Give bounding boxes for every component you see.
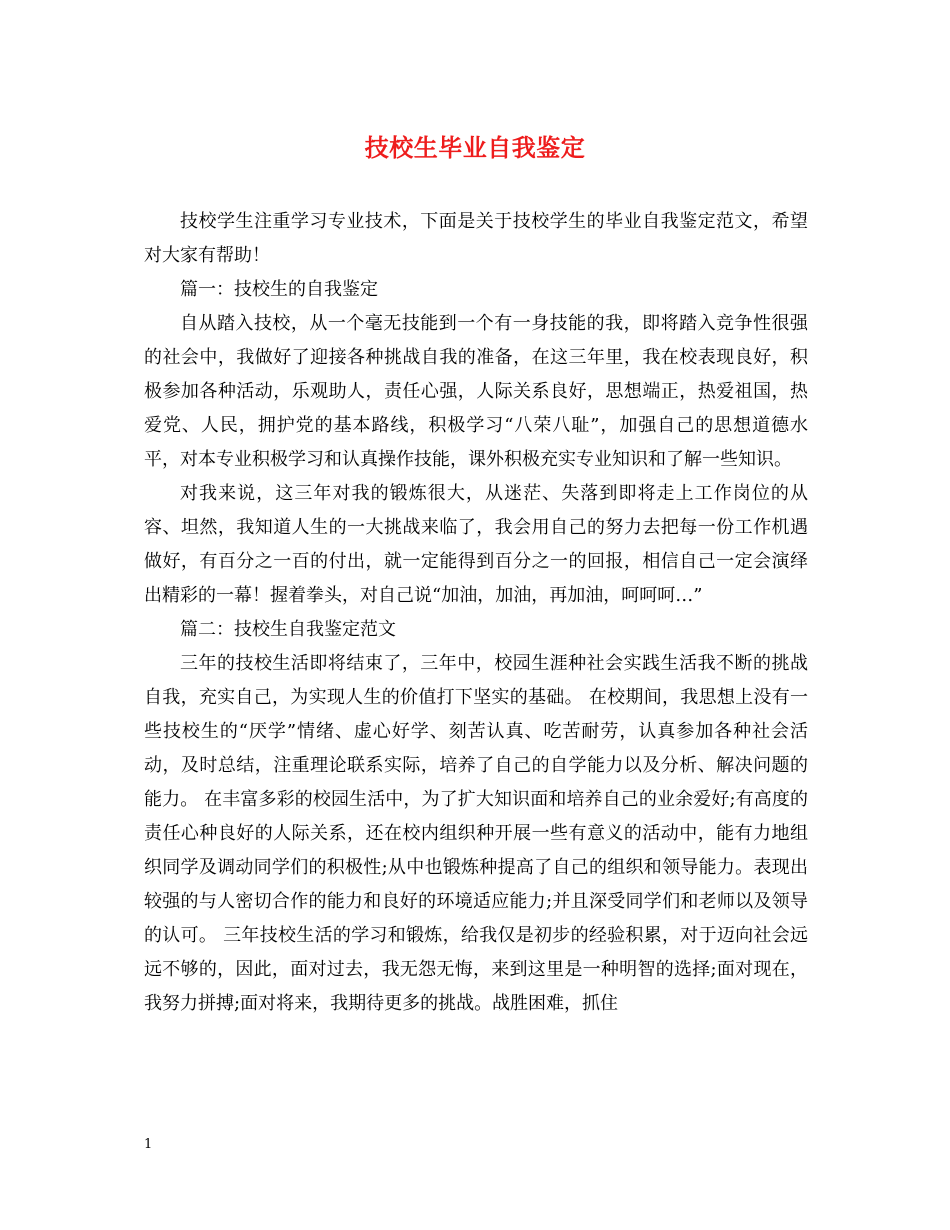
section-heading-2: 篇二：技校生自我鉴定范文: [180, 619, 396, 640]
section-heading-1: 篇一：技校生的自我鉴定: [180, 279, 378, 300]
body-paragraph: 自从踏入技校，从一个毫无技能到一个有一身技能的我，即将踏入竞争性很强的社会中，我做好了迎接各种挑战自我的准备，在这三年里，我在校表现良好，积极参加各种活动，乐观助人，责任心强，人际关系良好，思想端正，热爱祖国，热爱党、人民，拥护党的基本路线，积极学习“八荣八耻”，加强自己的思想道德水平，对本专业积极学习和认真操作技能，课外积极充实专业知识和了解一些知识。: [144, 313, 808, 470]
body-paragraph: 三年的技校生活即将结束了，三年中，校园生涯种社会实践生活我不断的挑战自我，充实自己，为实现人生的价值打下坚实的基础。 在校期间，我思想上没有一些技校生的“厌学”情绪、虚心好学、刻苦认真、吃苦耐劳，认真参加各种社会活动，及时总结，注重理论联系实际，培养了自己的自学能力以及分析、解决问题的能力。 在丰富多彩的校园生活中，为了扩大知识面和培养自己的业余爱好;有高度的责任心种良好的人际关系，还在校内组织种开展一些有意义的活动中，能有力地组织同学及调动同学们的积极性;从中也锻炼种提高了自己的组织和领导能力。表现出较强的与人密切合作的能力和良好的环境适应能力;并且深受同学们和老师以及领导的认可。 三年技校生活的学习和锻炼，给我仅是初步的经验积累，对于迈向社会远远不够的，因此，面对过去，我无怨无悔，来到这里是一种明智的选择;面对现在，我努力拼搏;面对将来，我期待更多的挑战。战胜困难，抓住: [144, 653, 808, 1014]
intro-paragraph: 技校学生注重学习专业技术，下面是关于技校学生的毕业自我鉴定范文，希望对大家有帮助！: [144, 211, 808, 266]
body-paragraph: 对我来说，这三年对我的锻炼很大，从迷茫、失落到即将走上工作岗位的从容、坦然，我知道人生的一大挑战来临了，我会用自己的努力去把每一份工作机遇做好，有百分之一百的付出，就一定能得到百分之一的回报，相信自己一定会演绎出精彩的一幕！握着拳头，对自己说“加油，加油，再加油，呵呵呵…”: [144, 483, 808, 606]
page-number: 1: [144, 1137, 153, 1152]
document-title: 技校生毕业自我鉴定: [364, 133, 586, 162]
document-body: [144, 205, 808, 1021]
